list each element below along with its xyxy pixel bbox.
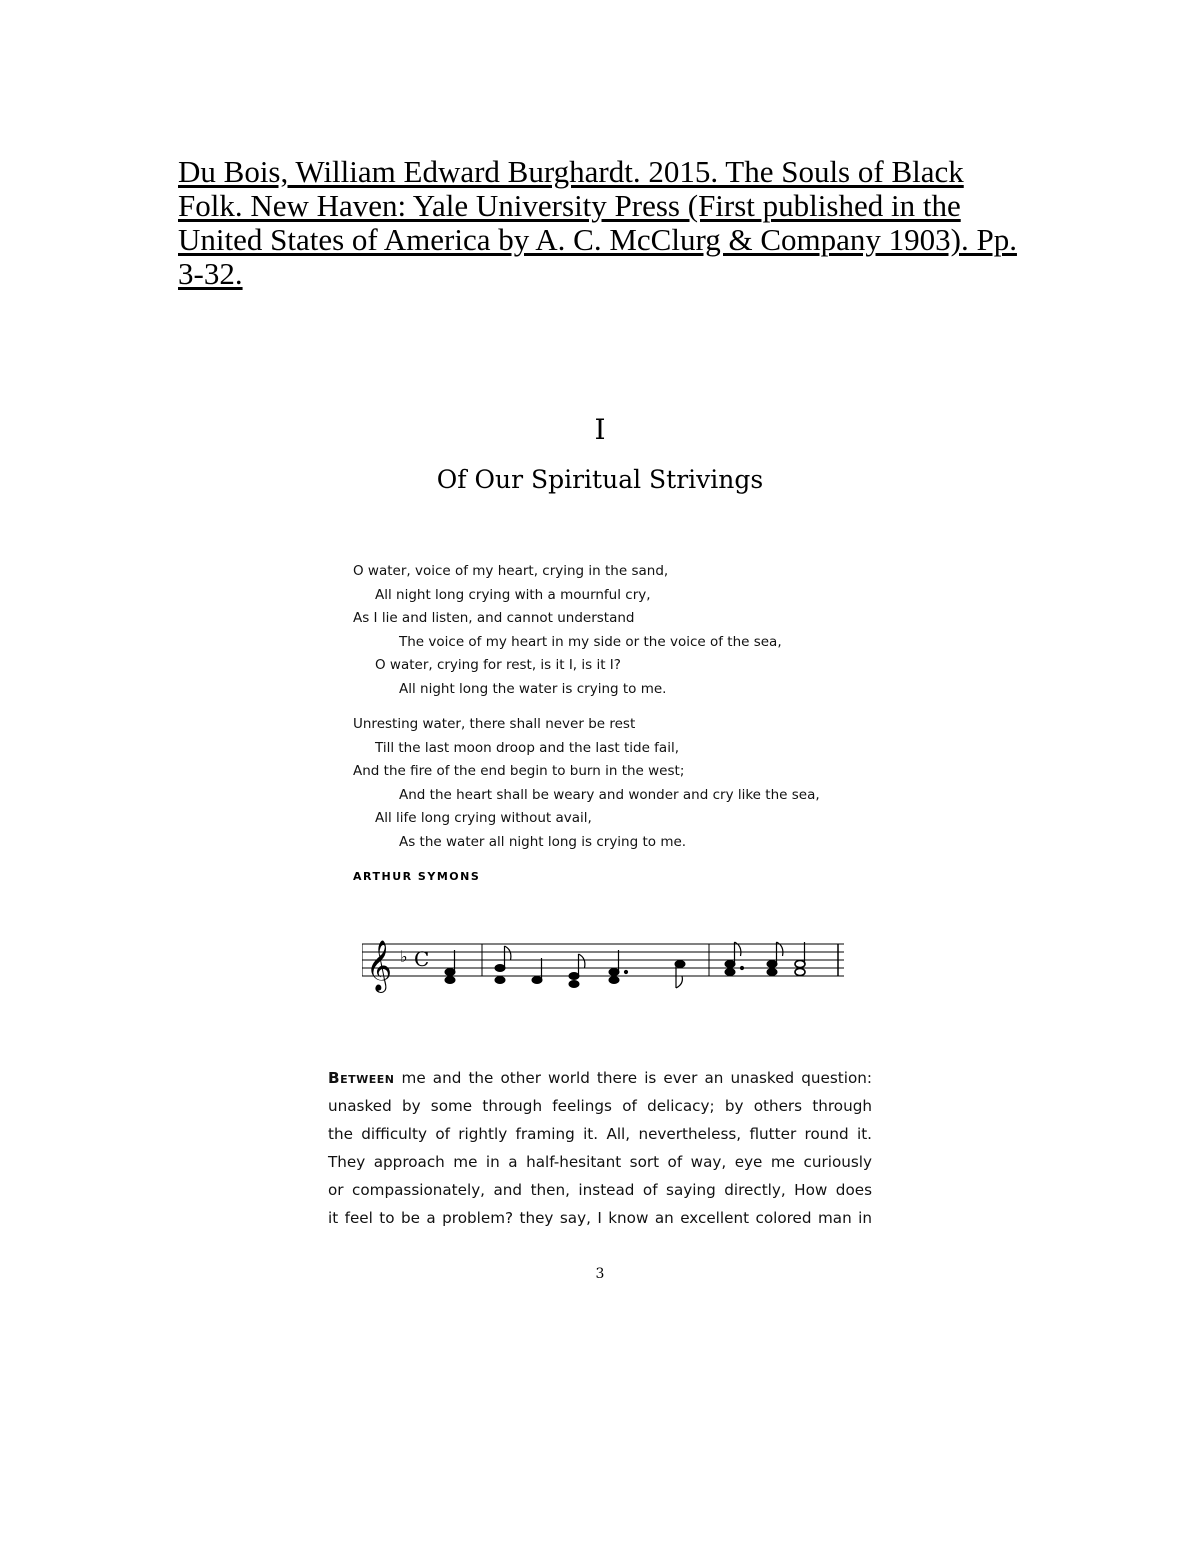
poem-line: O water, crying for rest, is it I, is it I? <box>375 657 621 673</box>
citation-line: Folk. New Haven: Yale University Press (First published in the <box>178 188 961 223</box>
body-line: unasked by some through feelings of delicacy; by others through <box>328 1097 872 1115</box>
poem-line: As I lie and listen, and cannot understand <box>353 610 635 626</box>
chapter-title: Of Our Spiritual Strivings <box>436 465 764 494</box>
body-line: They approach me in a half-hesitant sort of way, eye me curiously <box>328 1153 872 1171</box>
citation-line: 3-32. <box>178 256 243 291</box>
poem-line: O water, voice of my heart, crying in the sand, <box>353 563 669 579</box>
epigraph-poem <box>353 560 873 854</box>
poem-line: As the water all night long is crying to me. <box>399 833 687 850</box>
citation-line: United States of America by A. C. McClurg & Company 1903). Pp. <box>178 222 1017 257</box>
svg-text:♭: ♭ <box>400 947 408 966</box>
body-line-rest: me and the other world there is ever an unasked question: <box>394 1069 872 1087</box>
poem-line: The voice of my heart in my side or the voice of the sea, <box>399 633 782 650</box>
page-number: 3 <box>595 1266 605 1282</box>
poem-attribution: ARTHUR SYMONS <box>353 870 481 883</box>
poem-line: All life long crying without avail, <box>375 810 592 826</box>
poem-line: Till the last moon droop and the last tide fail, <box>375 739 679 756</box>
drop-word: Between <box>328 1069 395 1087</box>
poem-stanza-1 <box>353 560 873 701</box>
body-line: or compassionately, and then, instead of saying directly, How does <box>328 1181 872 1199</box>
body-line: the difficulty of rightly framing it. All, nevertheless, flutter round it. <box>328 1125 872 1143</box>
poem-line: And the heart shall be weary and wonder and cry like the sea, <box>399 786 820 803</box>
chapter-number: I <box>594 413 606 446</box>
body-text <box>328 1064 872 1232</box>
citation <box>178 155 1048 291</box>
body-line: it feel to be a problem? they say, I know an excellent colored man in <box>328 1209 872 1227</box>
poem-stanza-2 <box>353 713 873 854</box>
poem-line: All night long the water is crying to me. <box>399 680 667 697</box>
poem-line: And the fire of the end begin to burn in the west; <box>353 763 685 779</box>
poem-line: All night long crying with a mournful cry, <box>375 586 651 603</box>
poem-line: Unresting water, there shall never be rest <box>353 716 636 732</box>
citation-line: Du Bois, William Edward Burghardt. 2015. The Souls of Black <box>178 154 964 189</box>
sheet-music-image <box>362 922 844 994</box>
body-line <box>328 1064 872 1092</box>
svg-text:C: C <box>414 947 430 971</box>
svg-text:𝄞: 𝄞 <box>366 940 393 991</box>
